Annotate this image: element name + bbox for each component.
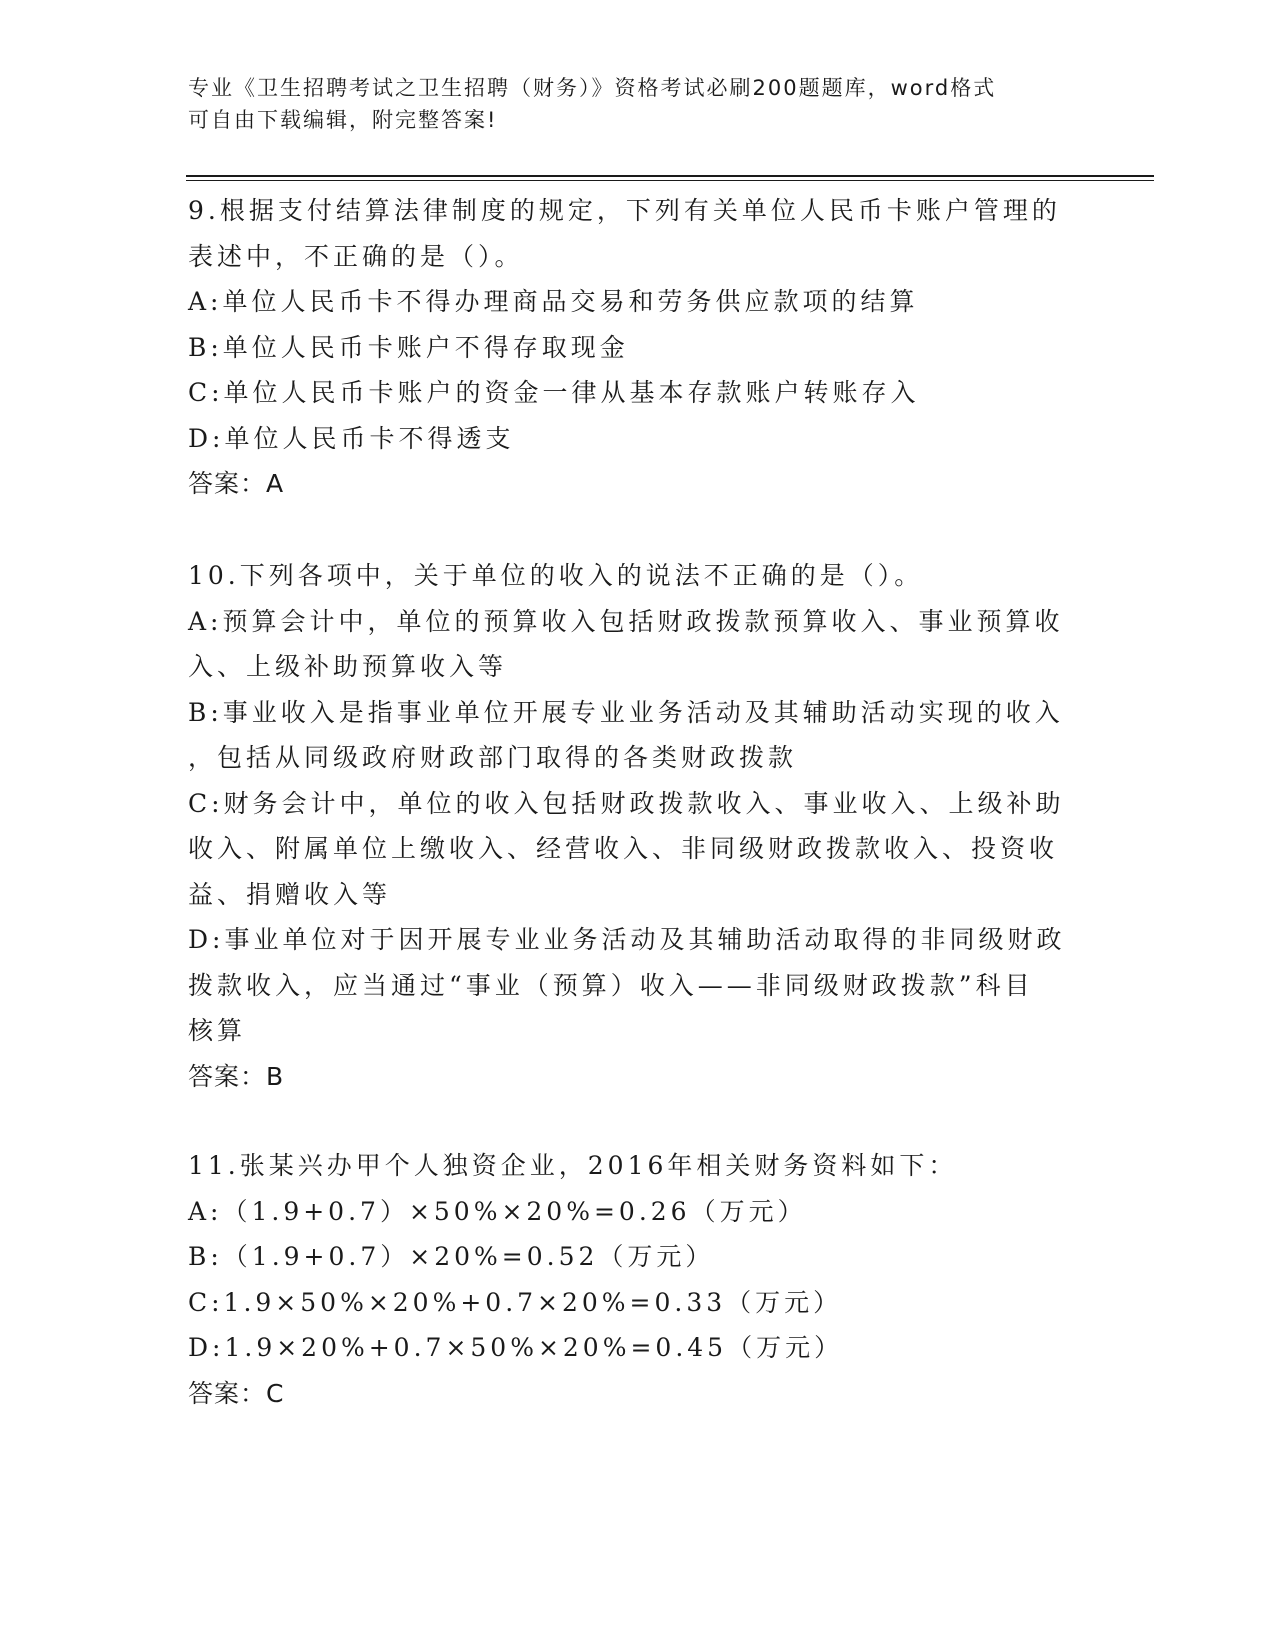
option-b-line-2: ，包括从同级政府财政部门取得的各类财政拨款 <box>188 743 798 772</box>
question-stem-line: 10.下列各项中，关于单位的收入的说法不正确的是（）。 <box>188 561 924 590</box>
option-d: D:单位人民币卡不得透支 <box>188 423 515 453</box>
option-a: A:单位人民币卡不得办理商品交易和劳务供应款项的结算 <box>188 287 919 316</box>
header-title-line-2: 可自由下载编辑，附完整答案! <box>188 108 498 132</box>
header-title-line-1: 专业《卫生招聘考试之卫生招聘（财务）》资格考试必刷200题题库，word格式 <box>188 76 997 100</box>
option-b: B:单位人民币卡账户不得存取现金 <box>188 332 629 362</box>
question-stem-line: 表述中，不正确的是（）。 <box>188 241 524 271</box>
option-d-line-1: D:事业单位对于因开展专业业务活动及其辅助活动取得的非同级财政 <box>188 925 1066 954</box>
question-10 <box>188 553 1088 1099</box>
question-stem-line: 9.根据支付结算法律制度的规定，下列有关单位人民币卡账户管理的 <box>188 196 1061 225</box>
header-divider-thin <box>186 180 1154 181</box>
answer-line: 答案：B <box>188 1061 285 1091</box>
option-a-line-1: A:预算会计中，单位的预算收入包括财政拨款预算收入、事业预算收 <box>188 606 1064 636</box>
option-c-line-2: 收入、附属单位上缴收入、经营收入、非同级财政拨款收入、投资收 <box>188 834 1059 863</box>
option-d-line-3: 核算 <box>188 1016 247 1045</box>
option-a-line-2: 入、上级补助预算收入等 <box>188 652 508 681</box>
option-a: A:（1.9+0.7）×50%×20%=0.26（万元） <box>188 1196 807 1226</box>
document-header <box>188 72 1088 136</box>
answer-line: 答案：A <box>188 469 285 498</box>
question-9 <box>188 188 1088 507</box>
question-stem-line: 11.张某兴办甲个人独资企业，2016年相关财务资料如下： <box>188 1151 958 1180</box>
option-b-line-1: B:事业收入是指事业单位开展专业业务活动及其辅助活动实现的收入 <box>188 697 1064 727</box>
option-d: D:1.9×20%+0.7×50%×20%=0.45（万元） <box>188 1333 844 1362</box>
option-c: C:1.9×50%×20%+0.7×20%=0.33（万元） <box>188 1287 843 1317</box>
option-c-line-3: 益、捐赠收入等 <box>188 879 392 909</box>
answer-line: 答案：C <box>188 1378 285 1408</box>
option-b: B:（1.9+0.7）×20%=0.52（万元） <box>188 1242 715 1271</box>
question-11 <box>188 1143 1088 1416</box>
option-d-line-2: 拨款收入，应当通过“事业（预算）收入——非同级财政拨款”科目 <box>188 970 1034 1000</box>
header-divider-thick <box>186 175 1154 177</box>
option-c-line-1: C:财务会计中，单位的收入包括财政拨款收入、事业收入、上级补助 <box>188 788 1065 818</box>
option-c: C:单位人民币卡账户的资金一律从基本存款账户转账存入 <box>188 378 920 407</box>
